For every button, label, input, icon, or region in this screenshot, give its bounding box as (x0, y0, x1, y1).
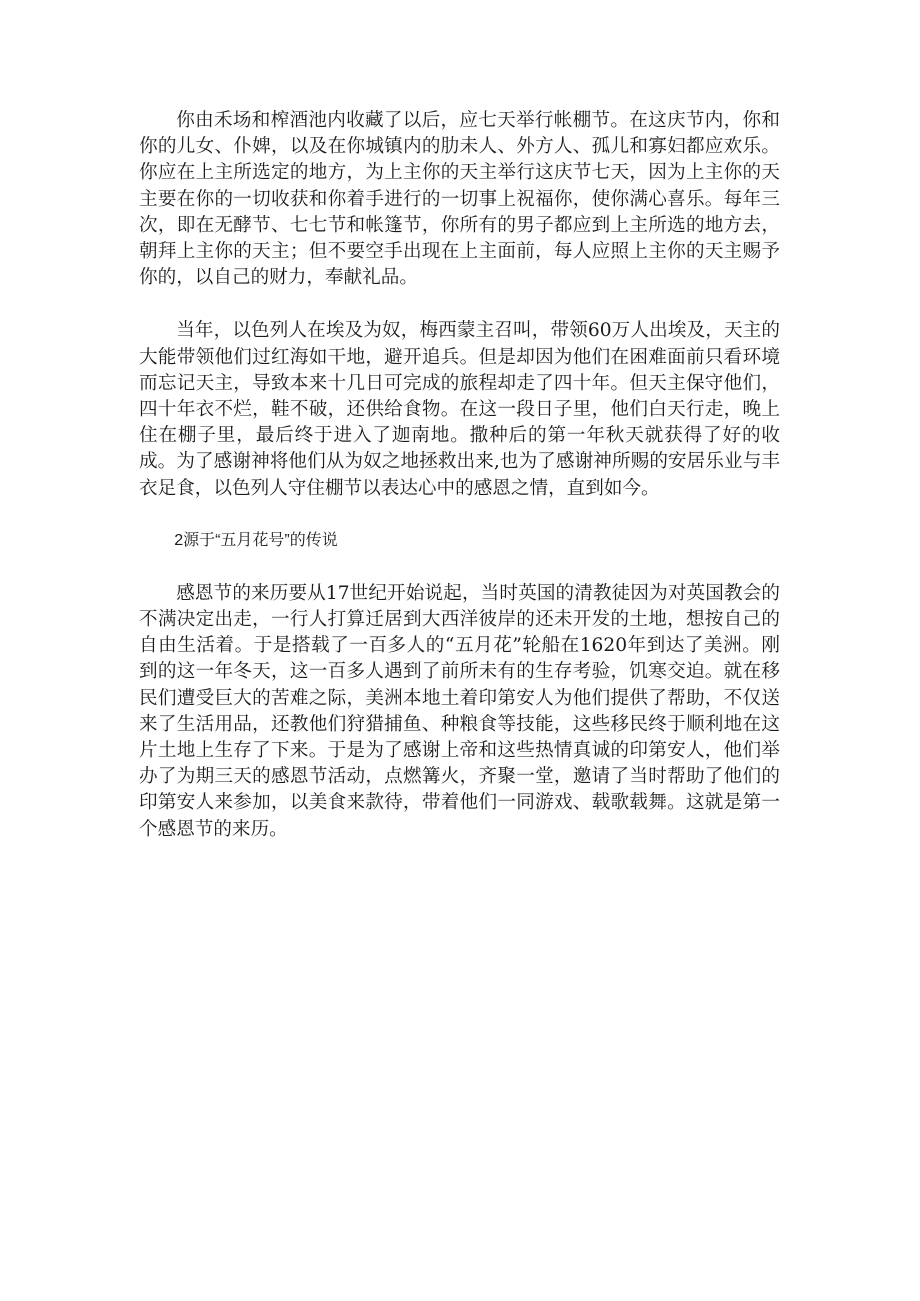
paragraph-tabernacles-law: 你由禾场和榨酒池内收藏了以后，应七天举行帐棚节。在这庆节内，你和你的儿女、仆婢，以及在你城镇内的肋未人、外方人、孤儿和寡妇都应欢乐。你应在上主所选定的地方，为上主你的天主举行这庆节七天，因为上主你的天主要在你的一切收获和你着手进行的一切事上祝福你，使你满心喜乐。每年三次，即在无酵节、七七节和帐篷节，你所有的男子都应到上主所选的地方去，朝拜上主你的天主；但不要空手出现在上主面前，每人应照上主你的天主赐予你的，以自己的财力，奉献礼品。 (139, 110, 780, 289)
paragraph-exodus-history: 当年，以色列人在埃及为奴，梅西蒙主召叫，带领60万人出埃及，天主的大能带领他们过红海如干地，避开追兵。但是却因为他们在困难面前只看环境而忘记天主，导致本来十几日可完成的旅程却走了四十年。但天主保守他们，四十年衣不烂，鞋不破，还供给食物。在这一段日子里，他们白天行走，晚上住在棚子里，最后终于进入了迦南地。撒种后的第一年秋天就获得了好的收成。为了感谢神将他们从为奴之地拯救出来,也为了感谢神所赐的安居乐业与丰衣足食，以色列人守住棚节以表达心中的感恩之情，直到如今。 (139, 320, 780, 499)
paragraph-thanksgiving-origin: 感恩节的来历要从17世纪开始说起，当时英国的清教徒因为对英国教会的不满决定出走，一行人打算迁居到大西洋彼岸的还未开发的土地，想按自己的自由生活着。于是搭载了一百多人的“五月花”轮船在1620年到达了美洲。刚到的这一年冬天，这一百多人遇到了前所未有的生存考验，饥寒交迫。就在移民们遭受巨大的苦难之际，美洲本地土着印第安人为他们提供了帮助，不仅送来了生活用品，还教他们狩猎捕鱼、种粮食等技能，这些移民终于顺利地在这片土地上生存了下来。于是为了感谢上帝和这些热情真诚的印第安人，他们举办了为期三天的感恩节活动，点燃篝火，齐聚一堂，邀请了当时帮助了他们的印第安人来参加，以美食来款待，带着他们一同游戏、载歌载舞。这就是第一个感恩节的来历。 (139, 582, 780, 840)
section-heading-mayflower: 2源于“五月花号”的传说 (174, 531, 338, 549)
document-body (139, 108, 780, 843)
